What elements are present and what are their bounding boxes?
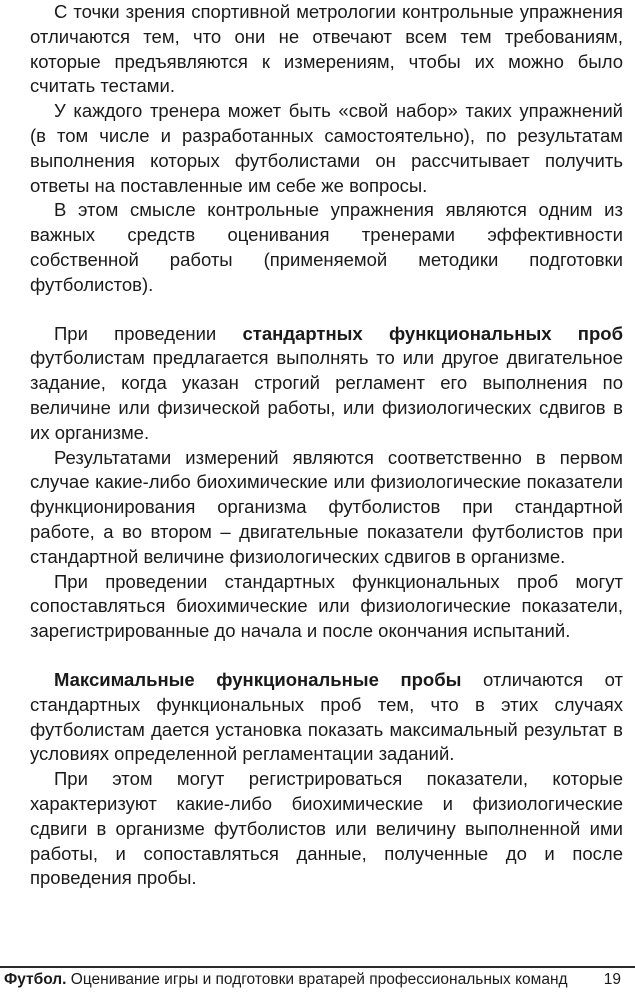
paragraph-gap bbox=[30, 298, 623, 322]
paragraph-max-tests bbox=[30, 668, 623, 767]
term-maximal-functional-tests: Максимальные функциональные пробы bbox=[54, 668, 462, 690]
paragraph-standard-tests bbox=[30, 322, 623, 446]
paragraph-post-text: футболистам предлагается выполнять то или другое двигательное задание, когда указан строгий регламент его выполнения по величине или физической работы, или физиологических сдвигов в их организме. bbox=[30, 347, 623, 443]
paragraph-measurement-results: Результатами измерений являются соответственно в первом случае какие-либо биохимические или физиологические показатели функционирования организма футболистов при стандартной работе, а во втором – двигательные показатели футболистов при стандартной величине физиологических сдвигов в организме. bbox=[30, 446, 623, 567]
term-standard-functional-tests: стандартных функциональных проб bbox=[242, 322, 623, 344]
paragraph-metrology: С точки зрения спортивной метрологии контрольные упражнения отличаются тем, что они не отвечают всем тем требованиям, которые предъявляются к измерениям, чтобы их можно было считать тестами. bbox=[30, 1, 623, 97]
book-title bbox=[4, 970, 568, 990]
page-footer bbox=[4, 970, 621, 990]
paragraph-gap bbox=[30, 644, 623, 668]
page-body bbox=[30, 0, 623, 891]
paragraph-pre-text: При проведении bbox=[54, 322, 243, 344]
paragraph-registration: При этом могут регистрироваться показатели, которые характеризуют какие-либо биохимические и физиологические сдвиги в организме футболистов или величину выполненной ими работы, и сопоставляться данные, полученные до и после проведения пробы. bbox=[30, 768, 623, 889]
book-title-bold: Футбол. bbox=[4, 971, 67, 988]
paragraph-control-exercises: В этом смысле контрольные упражнения являются одним из важных средств оценивания тренерами эффективности собственной работы (применяемой методики подготовки футболистов). bbox=[30, 199, 623, 295]
footer-rule bbox=[0, 966, 635, 968]
book-title-rest: Оценивание игры и подготовки вратарей профессиональных команд bbox=[66, 971, 568, 988]
paragraph-post-text: отличаются от стандартных функциональных проб тем, что в этих случаях футболистам дается установка показать максимальный результат в условиях определенной регламентации заданий. bbox=[30, 668, 623, 765]
paragraph-trainer-set: У каждого тренера может быть «свой набор» таких упражнений (в том числе и разработанных самостоятельно), по результатам выполнения которых футболистами он рассчитывает получить ответы на поставленные им себе же вопросы. bbox=[30, 100, 623, 196]
page-number: 19 bbox=[603, 971, 621, 988]
paragraph-comparison: При проведении стандартных функциональных проб могут сопоставляться биохимические или физиологические показатели, зарегистрированные до начала и после окончания испытаний. bbox=[30, 570, 623, 642]
